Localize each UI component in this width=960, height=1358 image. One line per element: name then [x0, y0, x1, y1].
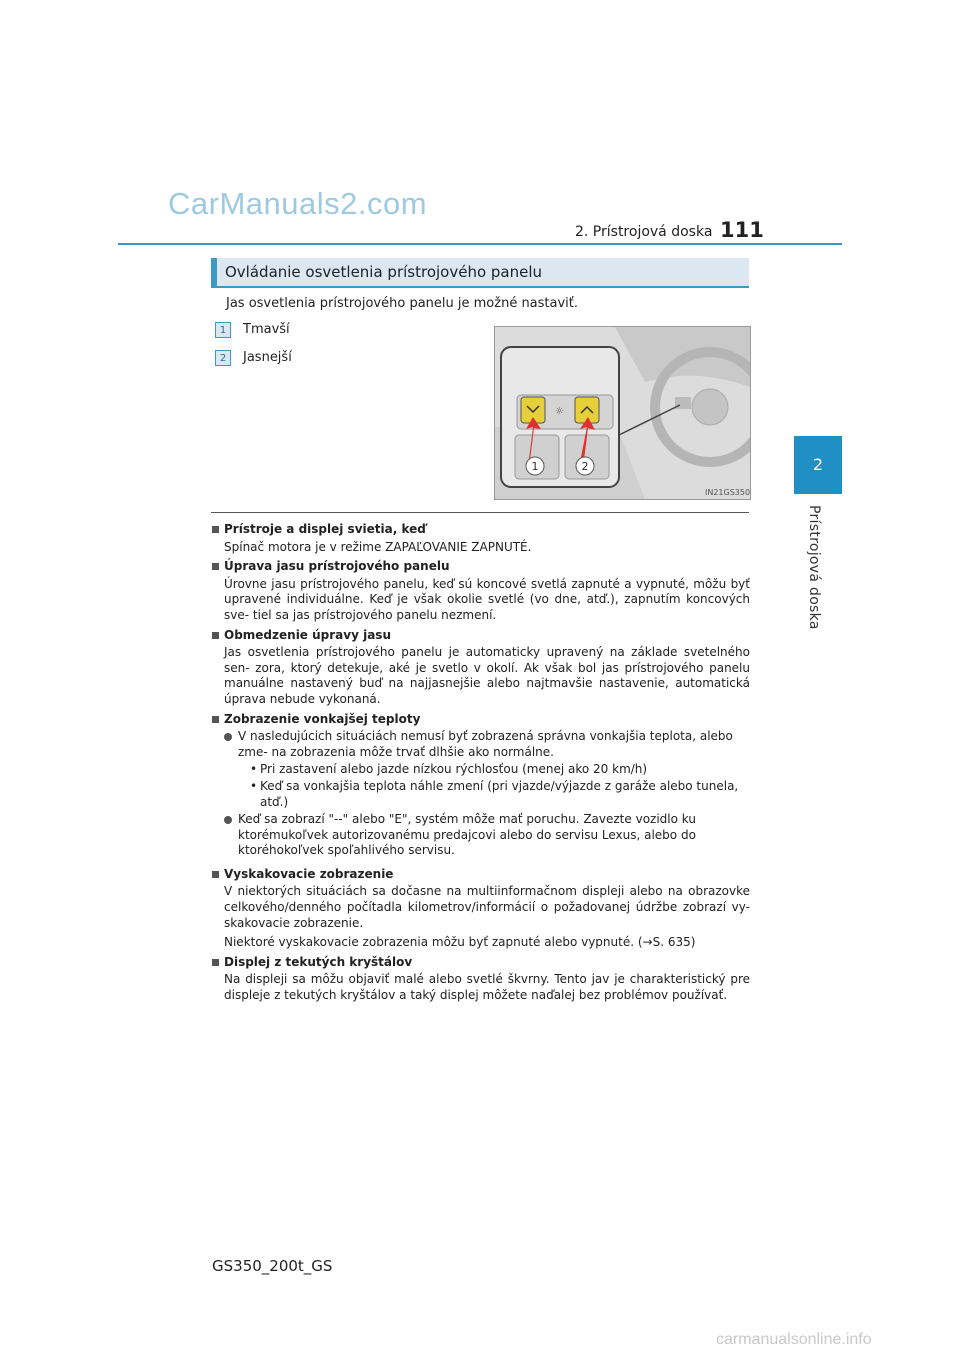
item-label-darker: Tmavší	[243, 322, 290, 337]
watermark-bottom: carmanualsonline.info	[716, 1331, 872, 1348]
wheel-switches	[675, 397, 691, 409]
item-label-brighter: Jasnejší	[243, 350, 292, 365]
dashboard-illustration-svg	[495, 327, 750, 499]
dot-bullet-icon	[224, 733, 232, 741]
header-section-title: 2. Prístrojová doska	[575, 224, 713, 240]
square-bullet-icon	[212, 871, 219, 878]
square-bullet-icon	[212, 716, 219, 723]
square-bullet-icon	[212, 632, 219, 639]
note-heading-text: Prístroje a displej svietia, keď	[224, 522, 426, 536]
dot-bullet-icon	[224, 816, 232, 824]
note-heading	[212, 712, 750, 728]
sub-list-item	[250, 762, 750, 778]
item-number-2: 2	[215, 350, 231, 366]
note-heading-text: Zobrazenie vonkajšej teploty	[224, 711, 421, 726]
sub-item-text: Keď sa vonkajšia teplota náhle zmení (pri vjazde/výjazde z garáže alebo tunela, atď.)	[260, 778, 739, 809]
note-heading-text: Obmedzenie úpravy jasu	[224, 627, 391, 642]
bullet-icon: •	[250, 762, 258, 777]
dot-list-item	[224, 729, 750, 760]
sub-item-text: Pri zastavení alebo jazde nízkou rýchlosťou (menej ako 20 km/h)	[260, 762, 648, 777]
steering-hub	[692, 389, 728, 425]
watermark-top: CarManuals2.com	[168, 186, 428, 221]
square-bullet-icon	[212, 526, 219, 533]
note-heading	[212, 955, 750, 971]
notes-section	[212, 522, 750, 1008]
note-heading-text: Vyskakovacie zobrazenie	[224, 866, 394, 881]
callout-1: 1	[531, 460, 539, 473]
chapter-tab: 2	[794, 436, 842, 494]
notes-divider	[211, 512, 749, 513]
dot-list-item	[224, 812, 750, 859]
note-heading	[212, 559, 750, 575]
note-heading	[212, 628, 750, 644]
section-title: Ovládanie osvetlenia prístrojového panelu	[225, 263, 543, 281]
dot-item-text: V nasledujúcich situáciách nemusí byť zobrazená správna vonkajšia teplota, alebo zme- na zobrazenia môže trvať dlhšie ako normálne.	[238, 729, 733, 759]
item-number-1: 1	[215, 322, 231, 338]
chapter-tab-label: Prístrojová doska	[806, 505, 822, 630]
note-heading	[212, 867, 750, 883]
square-bullet-icon	[212, 563, 219, 570]
note-text: Jas osvetlenia prístrojového panelu je automaticky upravený na základe svetelného sen- zora, ktorý detekuje, aké je svetlo v okolí. Ak však bol jas prístrojového panelu manuálne nastavený buď na najjasnejšie alebo najtmavšie nastavenie, automatická úprava nebude vykonaná.	[224, 645, 750, 706]
header-rule	[118, 243, 842, 245]
note-text: Úrovne jasu prístrojového panelu, keď sú koncové svetlá zapnuté a vypnuté, môžu byť upravené individuálne. Keď je však okolie svetlé (vo dne, atď.), zapnutím koncových sve- tiel sa jas prístrojového panelu nezmení.	[224, 576, 750, 622]
note-heading-text: Displej z tekutých kryštálov	[224, 954, 413, 969]
note-text-cross-reference: Niektoré vyskakovacie zobrazenia môžu byť zapnuté alebo vypnuté. (→S. 635)	[224, 935, 696, 950]
note-heading-text: Úprava jasu prístrojového panelu	[224, 559, 450, 574]
footer-model-code: GS350_200t_GS	[212, 1257, 333, 1275]
note-text: Na displeji sa môžu objaviť malé alebo svetlé škvrny. Tento jav je charakteristický pre displeje z tekutých kryštálov a taký displej môžete naďalej bez problémov používať.	[224, 972, 750, 1003]
note-text: V niektorých situáciách sa dočasne na multiinformačnom displeji alebo na obrazovke celkového/denného počítadla kilometrov/informácií o požadovanej údržbe zobrazí vy- skakovacie zobrazenie.	[224, 884, 750, 930]
section-intro: Jas osvetlenia prístrojového panelu je možné nastaviť.	[226, 296, 579, 311]
illustration-code: IN21GS350	[705, 488, 750, 497]
dashboard-illustration	[494, 326, 751, 500]
callout-2: 2	[581, 460, 589, 473]
note-text: Spínač motora je v režime ZAPAĽOVANIE ZAPNUTÉ.	[224, 539, 532, 554]
dot-item-text: Keď sa zobrazí "--" alebo "E", systém môže mať poruchu. Zavezte vozidlo ku ktorémukoľvek autorizovanému predajcovi alebo do servisu Lexus, alebo do ktoréhokoľvek spoľahlivého servisu.	[238, 812, 696, 858]
bullet-icon: •	[250, 778, 258, 793]
sub-list-item	[250, 779, 750, 810]
note-heading	[212, 522, 750, 538]
page-number: 111	[720, 218, 764, 242]
section-title-rule	[211, 286, 749, 288]
square-bullet-icon	[212, 959, 219, 966]
illumination-symbol: ☼	[555, 406, 564, 417]
